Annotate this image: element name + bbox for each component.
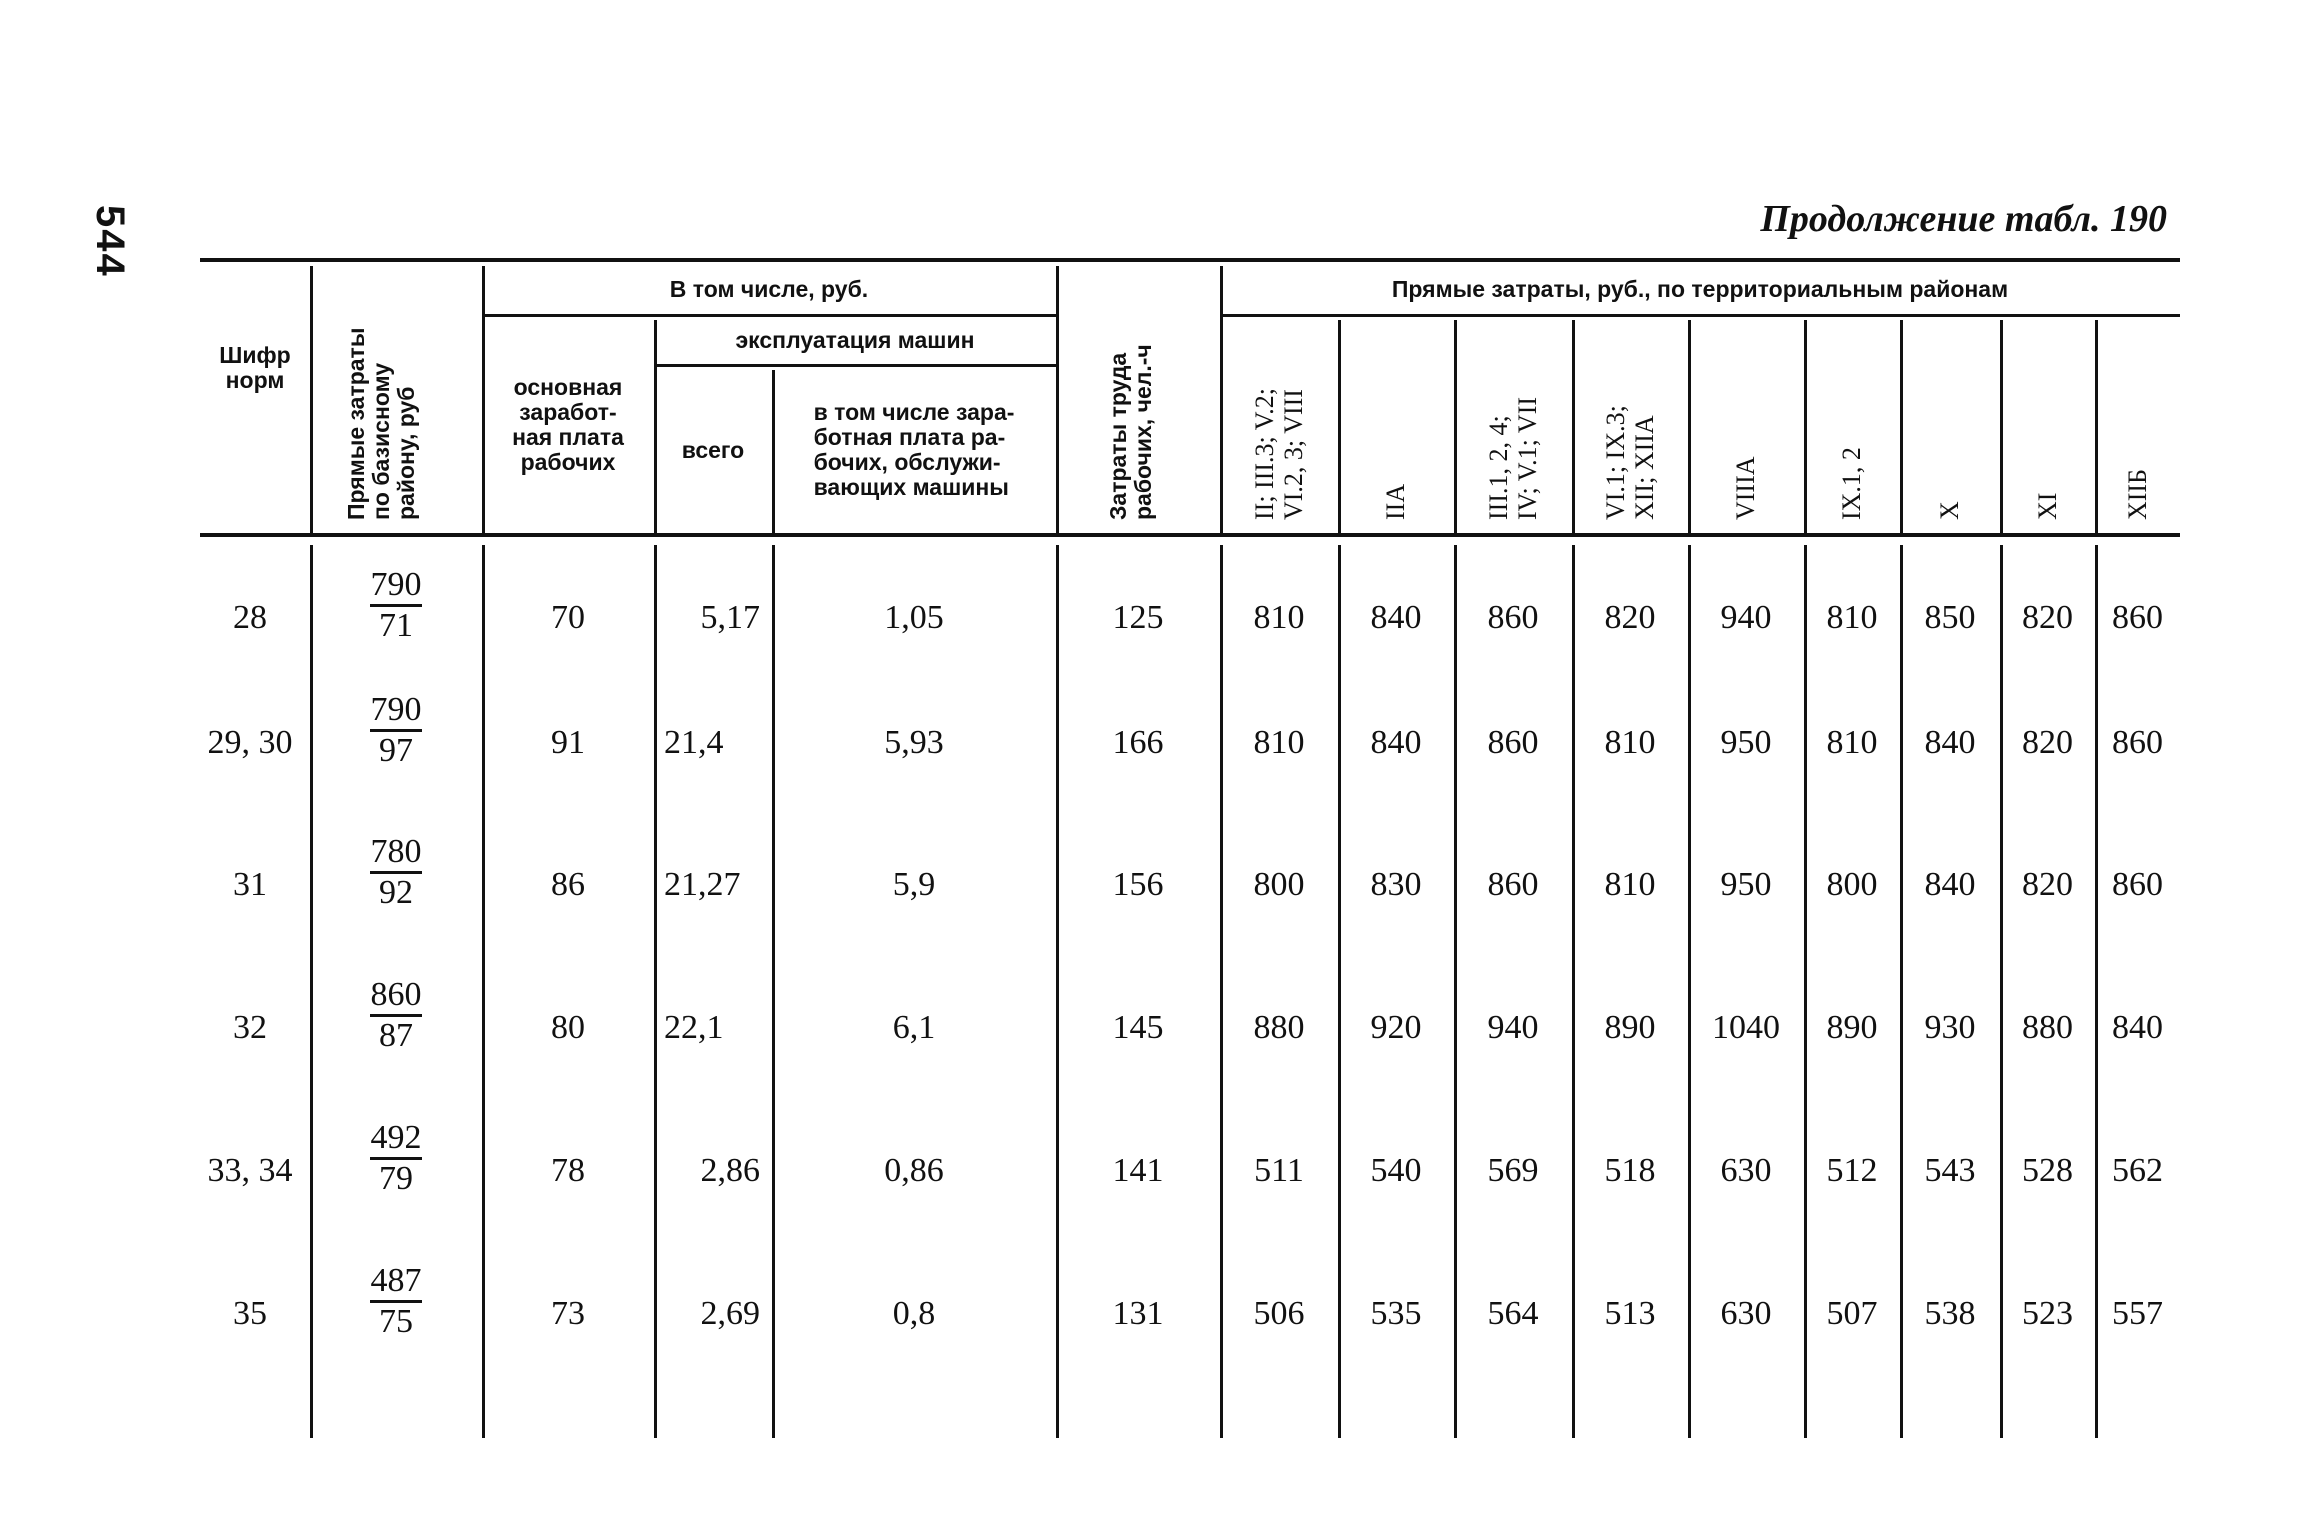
- row-labor: 141: [1112, 1152, 1164, 1189]
- row-region-value: 880: [2022, 1009, 2073, 1046]
- row-region-value: 528: [2022, 1152, 2073, 1189]
- row-region-value: 820: [2022, 866, 2073, 903]
- header-machine-wage: в том числе зара- ботная плата ра- бочих, обслужи- вающих машины: [813, 399, 1015, 500]
- row-region-value: 950: [1720, 724, 1772, 761]
- header-bottom-rule: [200, 533, 2180, 537]
- header-region-1: IIA: [1381, 483, 1410, 520]
- row-region-value: 540: [1370, 1152, 1422, 1189]
- row-region-value: 850: [1924, 599, 1976, 636]
- column-rule: [2000, 320, 2003, 535]
- direct-cost-fraction: [370, 1121, 422, 1196]
- row-region-value: 535: [1370, 1295, 1422, 1332]
- row-machine-total: 5,17: [700, 599, 760, 636]
- row-region-value: 507: [1826, 1295, 1878, 1332]
- header-region-6: X: [1935, 501, 1964, 520]
- row-machine-wage: 5,9: [892, 866, 936, 903]
- row-region-value: 523: [2022, 1295, 2073, 1332]
- header-rule: [654, 364, 1056, 367]
- row-region-value: 840: [1370, 724, 1422, 761]
- row-region-value: 840: [1924, 724, 1976, 761]
- row-region-value: 860: [2112, 866, 2163, 903]
- header-code: Шифр норм: [219, 342, 291, 393]
- row-machine-total: 21,4: [664, 724, 724, 761]
- row-region-value: 562: [2112, 1152, 2163, 1189]
- header-top-rule: [200, 258, 2180, 262]
- header-region-3: VI.1; IX.3; XII; XIIA: [1601, 405, 1659, 520]
- header-machine-total: всего: [681, 436, 745, 463]
- column-rule: [310, 545, 313, 1438]
- row-region-value: 569: [1487, 1152, 1539, 1189]
- row-region-value: 810: [1604, 866, 1656, 903]
- header-including: В том числе, руб.: [669, 275, 869, 302]
- row-machine-wage: 0,86: [884, 1152, 944, 1189]
- row-base-wage: 86: [551, 866, 585, 903]
- continuation-title: Продолжение табл. 190: [1760, 198, 2167, 240]
- row-region-value: 940: [1487, 1009, 1539, 1046]
- column-rule: [1056, 266, 1059, 535]
- page-number: 544: [88, 205, 132, 278]
- column-rule: [1338, 320, 1341, 535]
- fraction-numerator: 487: [370, 1262, 422, 1299]
- row-code: 29, 30: [207, 724, 293, 761]
- row-region-value: 860: [2112, 599, 2163, 636]
- row-region-value: 512: [1826, 1152, 1878, 1189]
- row-region-value: 543: [1924, 1152, 1976, 1189]
- fraction-denominator: 71: [379, 607, 413, 644]
- direct-cost-fraction: [370, 978, 422, 1053]
- row-region-value: 840: [2112, 1009, 2163, 1046]
- row-region-value: 1040: [1712, 1009, 1780, 1046]
- header-region-7: XI: [2033, 492, 2062, 520]
- row-region-value: 820: [2022, 724, 2073, 761]
- row-machine-wage: 0,8: [892, 1295, 936, 1332]
- row-region-value: 860: [1487, 599, 1539, 636]
- row-region-value: 930: [1924, 1009, 1976, 1046]
- row-region-value: 506: [1253, 1295, 1305, 1332]
- row-region-value: 810: [1826, 724, 1878, 761]
- column-rule: [1454, 320, 1457, 535]
- fraction-denominator: 75: [379, 1303, 413, 1340]
- row-region-value: 880: [1253, 1009, 1305, 1046]
- row-region-value: 950: [1720, 866, 1772, 903]
- row-code: 28: [233, 599, 267, 636]
- row-region-value: 800: [1253, 866, 1305, 903]
- row-region-value: 513: [1604, 1295, 1656, 1332]
- row-region-value: 511: [1254, 1152, 1304, 1189]
- fraction-denominator: 79: [379, 1160, 413, 1197]
- row-region-value: 860: [1487, 724, 1539, 761]
- fraction-denominator: 87: [379, 1017, 413, 1054]
- fraction-numerator: 790: [370, 691, 422, 728]
- column-rule: [1688, 320, 1691, 535]
- header-rule: [482, 314, 1056, 317]
- row-region-value: 820: [2022, 599, 2073, 636]
- fraction-numerator: 790: [370, 566, 422, 603]
- row-region-value: 538: [1924, 1295, 1976, 1332]
- header-region-8: XIIБ: [2123, 468, 2152, 520]
- row-region-value: 840: [1924, 866, 1976, 903]
- header-labor: Затраты труда рабочих, чел.-ч: [1105, 344, 1156, 520]
- row-machine-wage: 6,1: [892, 1009, 936, 1046]
- direct-cost-fraction: [370, 835, 422, 910]
- row-region-value: 860: [2112, 724, 2163, 761]
- row-region-value: 518: [1604, 1152, 1656, 1189]
- row-code: 33, 34: [207, 1152, 293, 1189]
- column-rule: [310, 266, 313, 535]
- row-code: 35: [233, 1295, 267, 1332]
- row-machine-wage: 5,93: [884, 724, 944, 761]
- column-rule: [2095, 320, 2098, 535]
- fraction-numerator: 492: [370, 1119, 422, 1156]
- row-machine-total: 21,27: [664, 866, 741, 903]
- row-base-wage: 91: [551, 724, 585, 761]
- row-labor: 166: [1112, 724, 1164, 761]
- row-region-value: 920: [1370, 1009, 1422, 1046]
- fraction-denominator: 97: [379, 732, 413, 769]
- row-region-value: 810: [1604, 724, 1656, 761]
- direct-cost-fraction: [370, 1264, 422, 1339]
- row-base-wage: 80: [551, 1009, 585, 1046]
- header-region-5: IX.1, 2: [1837, 447, 1866, 520]
- row-region-value: 800: [1826, 866, 1878, 903]
- row-region-value: 840: [1370, 599, 1422, 636]
- direct-cost-fraction: [370, 693, 422, 768]
- row-region-value: 890: [1826, 1009, 1878, 1046]
- row-region-value: 820: [1604, 599, 1656, 636]
- row-region-value: 810: [1826, 599, 1878, 636]
- header-machine-op: эксплуатация машин: [735, 326, 975, 353]
- fraction-denominator: 92: [379, 874, 413, 911]
- row-region-value: 860: [1487, 866, 1539, 903]
- column-rule: [1804, 320, 1807, 535]
- row-region-value: 940: [1720, 599, 1772, 636]
- header-rule: [1220, 314, 2180, 317]
- column-rule: [1572, 320, 1575, 535]
- row-base-wage: 73: [551, 1295, 585, 1332]
- row-code: 31: [233, 866, 267, 903]
- row-base-wage: 78: [551, 1152, 585, 1189]
- row-machine-total: 2,69: [700, 1295, 760, 1332]
- row-labor: 145: [1112, 1009, 1164, 1046]
- row-labor: 125: [1112, 599, 1164, 636]
- row-region-value: 810: [1253, 599, 1305, 636]
- row-base-wage: 70: [551, 599, 585, 636]
- header-region-2: III.1, 2, 4; IV; V.1; VII: [1484, 396, 1542, 520]
- row-region-value: 557: [2112, 1295, 2163, 1332]
- fraction-numerator: 780: [370, 833, 422, 870]
- direct-cost-fraction: [370, 568, 422, 643]
- row-region-value: 830: [1370, 866, 1422, 903]
- header-territorial: Прямые затраты, руб., по территориальным районам: [1391, 275, 2009, 302]
- column-rule: [1900, 320, 1903, 535]
- fraction-numerator: 860: [370, 976, 422, 1013]
- row-machine-total: 2,86: [700, 1152, 760, 1189]
- row-region-value: 890: [1604, 1009, 1656, 1046]
- row-labor: 131: [1112, 1295, 1164, 1332]
- row-region-value: 810: [1253, 724, 1305, 761]
- header-region-0: II; III.3; V.2; VI.2, 3; VIII: [1250, 388, 1308, 520]
- row-region-value: 564: [1487, 1295, 1539, 1332]
- row-region-value: 630: [1720, 1152, 1772, 1189]
- header-base-wage: основная заработ- ная плата рабочих: [512, 374, 624, 475]
- header-direct-base: Прямые затраты по базисному району, руб: [343, 327, 419, 520]
- row-labor: 156: [1112, 866, 1164, 903]
- header-region-4: VIIIA: [1731, 456, 1760, 520]
- row-code: 32: [233, 1009, 267, 1046]
- row-region-value: 630: [1720, 1295, 1772, 1332]
- row-machine-total: 22,1: [664, 1009, 724, 1046]
- row-machine-wage: 1,05: [884, 599, 944, 636]
